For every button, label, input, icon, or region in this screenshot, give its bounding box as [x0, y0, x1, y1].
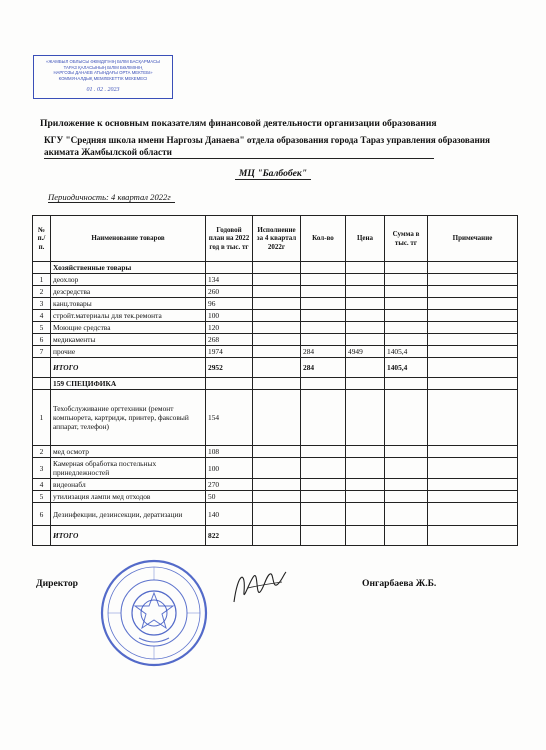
qty-value — [301, 286, 346, 298]
price-value — [346, 310, 385, 322]
item-name: мед осмотр — [51, 446, 206, 458]
table-cell — [428, 491, 518, 503]
exec-value — [253, 334, 301, 346]
col-header-qty: Кол-во — [301, 216, 346, 262]
price-value — [346, 298, 385, 310]
table-row — [33, 286, 518, 298]
table-cell — [346, 526, 385, 546]
table-cell — [253, 526, 301, 546]
table-cell — [346, 479, 385, 491]
table-row — [33, 298, 518, 310]
table-cell — [253, 390, 301, 446]
row-number: 1 — [33, 390, 51, 446]
plan-value: 108 — [206, 446, 253, 458]
table-cell — [346, 503, 385, 526]
item-name: деохлор — [51, 274, 206, 286]
item-name: Техобслуживание оргтехники (ремонт компьюрета, картридж, принтер, факсовый аппарат, телефон) — [51, 390, 206, 446]
row-number: 4 — [33, 479, 51, 491]
row-number: 6 — [33, 503, 51, 526]
official-seal — [99, 558, 209, 668]
price-value — [346, 274, 385, 286]
table-row — [33, 334, 518, 346]
total-label: ИТОГО — [51, 358, 206, 378]
row-number: 3 — [33, 458, 51, 479]
plan-value: 96 — [206, 298, 253, 310]
table-cell — [385, 458, 428, 479]
table-cell — [346, 378, 385, 390]
section-row — [33, 378, 518, 390]
price-value — [346, 322, 385, 334]
plan-value: 268 — [206, 334, 253, 346]
table-row — [33, 458, 518, 479]
row-number: 3 — [33, 298, 51, 310]
sum-value: 1405,4 — [385, 346, 428, 358]
table-cell — [428, 458, 518, 479]
table-row — [33, 390, 518, 446]
table-cell — [253, 479, 301, 491]
plan-value: 100 — [206, 310, 253, 322]
qty-value — [301, 298, 346, 310]
qty-value — [301, 274, 346, 286]
col-header-name: Наименование товаров — [51, 216, 206, 262]
sum-value — [385, 322, 428, 334]
table-cell — [301, 262, 346, 274]
section-title: 159 СПЕЦИФИКА — [51, 378, 206, 390]
stamp-line: НАРГОЗЫ ДАНАЕВ АТЫНДАҒЫ ОРТА МЕКТЕБІ» — [53, 70, 153, 76]
approval-stamp — [33, 55, 173, 99]
col-header-no: № п./п. — [33, 216, 51, 262]
plan-value: 134 — [206, 274, 253, 286]
plan-value: 154 — [206, 390, 253, 446]
stamp-line: «ЖАМБЫЛ ОБЛЫСЫ ӘКІМДІГІНІҢ БІЛІМ БАСҚАРМАСЫ — [46, 59, 160, 64]
table-cell — [301, 479, 346, 491]
total-plan: 822 — [206, 526, 253, 546]
table-cell — [385, 262, 428, 274]
table-cell — [428, 479, 518, 491]
table-cell — [206, 378, 253, 390]
table-cell — [428, 358, 518, 378]
exec-value — [253, 286, 301, 298]
price-value — [346, 286, 385, 298]
table-row — [33, 322, 518, 334]
sum-value — [385, 310, 428, 322]
table-cell — [253, 262, 301, 274]
plan-value: 50 — [206, 491, 253, 503]
table-cell — [33, 526, 51, 546]
total-qty: 284 — [301, 358, 346, 378]
qty-value — [301, 322, 346, 334]
table-cell — [253, 503, 301, 526]
director-label: Директор — [36, 578, 78, 589]
table-cell — [301, 458, 346, 479]
table-cell — [346, 491, 385, 503]
table-cell — [301, 491, 346, 503]
table-row — [33, 503, 518, 526]
row-number: 7 — [33, 346, 51, 358]
note-cell — [428, 346, 518, 358]
row-number: 5 — [33, 322, 51, 334]
item-name: медикаменты — [51, 334, 206, 346]
note-cell — [428, 322, 518, 334]
table-cell — [346, 458, 385, 479]
item-name: утилизация лампи мед отходов — [51, 491, 206, 503]
table-cell — [346, 446, 385, 458]
item-name: дезсредства — [51, 286, 206, 298]
table-cell — [253, 358, 301, 378]
periodicity: Периодичность: 4 квартал 2022г — [48, 192, 175, 203]
col-header-exec: Исполнение за 4 квартал 2022г — [253, 216, 301, 262]
table-cell — [385, 446, 428, 458]
stamp-line: ТАРАЗ ҚАЛАСЫНЫҢ БІЛІМ БӨЛІМІНІҢ — [63, 64, 143, 70]
table-cell — [301, 503, 346, 526]
row-number: 2 — [33, 446, 51, 458]
table-row — [33, 346, 518, 358]
table-cell — [428, 503, 518, 526]
total-row — [33, 526, 518, 546]
note-cell — [428, 334, 518, 346]
table-cell — [206, 262, 253, 274]
row-number: 1 — [33, 274, 51, 286]
section-title: Хозяйственные товары — [51, 262, 206, 274]
mini-center-name: МЦ "Балбобек" — [235, 168, 311, 180]
table-cell — [346, 390, 385, 446]
table-header-row — [33, 216, 518, 262]
sum-value — [385, 274, 428, 286]
exec-value — [253, 310, 301, 322]
item-name: стройт.материалы для тек.ремонта — [51, 310, 206, 322]
note-cell — [428, 298, 518, 310]
table-cell — [301, 390, 346, 446]
table-cell — [385, 526, 428, 546]
plan-value: 120 — [206, 322, 253, 334]
exec-value — [253, 346, 301, 358]
col-header-sum: Сумма в тыс. тг — [385, 216, 428, 262]
item-name: видеонабл — [51, 479, 206, 491]
table-cell — [428, 378, 518, 390]
col-header-note: Примечание — [428, 216, 518, 262]
table-cell — [346, 262, 385, 274]
section-row — [33, 262, 518, 274]
col-header-plan: Годовой план на 2022 год в тыс. тг — [206, 216, 253, 262]
price-value: 4949 — [346, 346, 385, 358]
qty-value — [301, 334, 346, 346]
table-cell — [385, 491, 428, 503]
organization-name: КГУ "Средняя школа имени Наргозы Данаева" отдела образования города Тараз управления образования — [44, 135, 491, 145]
item-name: Камерная обработка постельных принедлежностей — [51, 458, 206, 479]
table-cell — [253, 458, 301, 479]
table-cell — [253, 446, 301, 458]
table-cell — [253, 378, 301, 390]
row-number: 2 — [33, 286, 51, 298]
table-cell — [428, 262, 518, 274]
table-cell — [301, 446, 346, 458]
table-cell — [33, 378, 51, 390]
table-cell — [253, 491, 301, 503]
plan-value: 1974 — [206, 346, 253, 358]
table-cell — [428, 390, 518, 446]
plan-value: 270 — [206, 479, 253, 491]
item-name: Моющие средства — [51, 322, 206, 334]
plan-value: 140 — [206, 503, 253, 526]
director-name: Онгарбаева Ж.Б. — [362, 578, 437, 589]
document-title: Приложение к основным показателям финансовой деятельности организации образования — [40, 118, 437, 129]
table-row — [33, 479, 518, 491]
table-cell — [428, 526, 518, 546]
organization-name-line2: акимата Жамбылской области — [44, 147, 434, 159]
note-cell — [428, 274, 518, 286]
table-row — [33, 310, 518, 322]
mini-center-heading — [0, 168, 546, 179]
exec-value — [253, 298, 301, 310]
total-sum: 1405,4 — [385, 358, 428, 378]
item-name: прочие — [51, 346, 206, 358]
table-cell — [33, 262, 51, 274]
note-cell — [428, 310, 518, 322]
table-cell — [385, 390, 428, 446]
price-value — [346, 334, 385, 346]
total-label: ИТОГО — [51, 526, 206, 546]
row-number: 4 — [33, 310, 51, 322]
stamp-date: 01 . 02 . 2023 — [86, 87, 120, 93]
director-signature — [228, 562, 288, 612]
report-table — [32, 215, 518, 546]
table-cell — [33, 358, 51, 378]
exec-value — [253, 322, 301, 334]
note-cell — [428, 286, 518, 298]
table-cell — [385, 378, 428, 390]
table-row — [33, 446, 518, 458]
table-cell — [301, 526, 346, 546]
plan-value: 260 — [206, 286, 253, 298]
exec-value — [253, 274, 301, 286]
col-header-price: Цена — [346, 216, 385, 262]
stamp-line: КОММУНАЛДЫҚ МЕМЛЕКЕТТІК МЕКЕМЕСІ — [58, 75, 148, 81]
item-name: канц.товары — [51, 298, 206, 310]
qty-value — [301, 310, 346, 322]
table-row — [33, 274, 518, 286]
table-cell — [346, 358, 385, 378]
row-number: 6 — [33, 334, 51, 346]
item-name: Дезинфекции, дезинсекции, дератизации — [51, 503, 206, 526]
table-row — [33, 491, 518, 503]
total-row — [33, 358, 518, 378]
total-plan: 2952 — [206, 358, 253, 378]
table-cell — [428, 446, 518, 458]
table-cell — [385, 479, 428, 491]
row-number: 5 — [33, 491, 51, 503]
plan-value: 100 — [206, 458, 253, 479]
sum-value — [385, 286, 428, 298]
qty-value: 284 — [301, 346, 346, 358]
table-cell — [385, 503, 428, 526]
table-cell — [301, 378, 346, 390]
sum-value — [385, 334, 428, 346]
sum-value — [385, 298, 428, 310]
